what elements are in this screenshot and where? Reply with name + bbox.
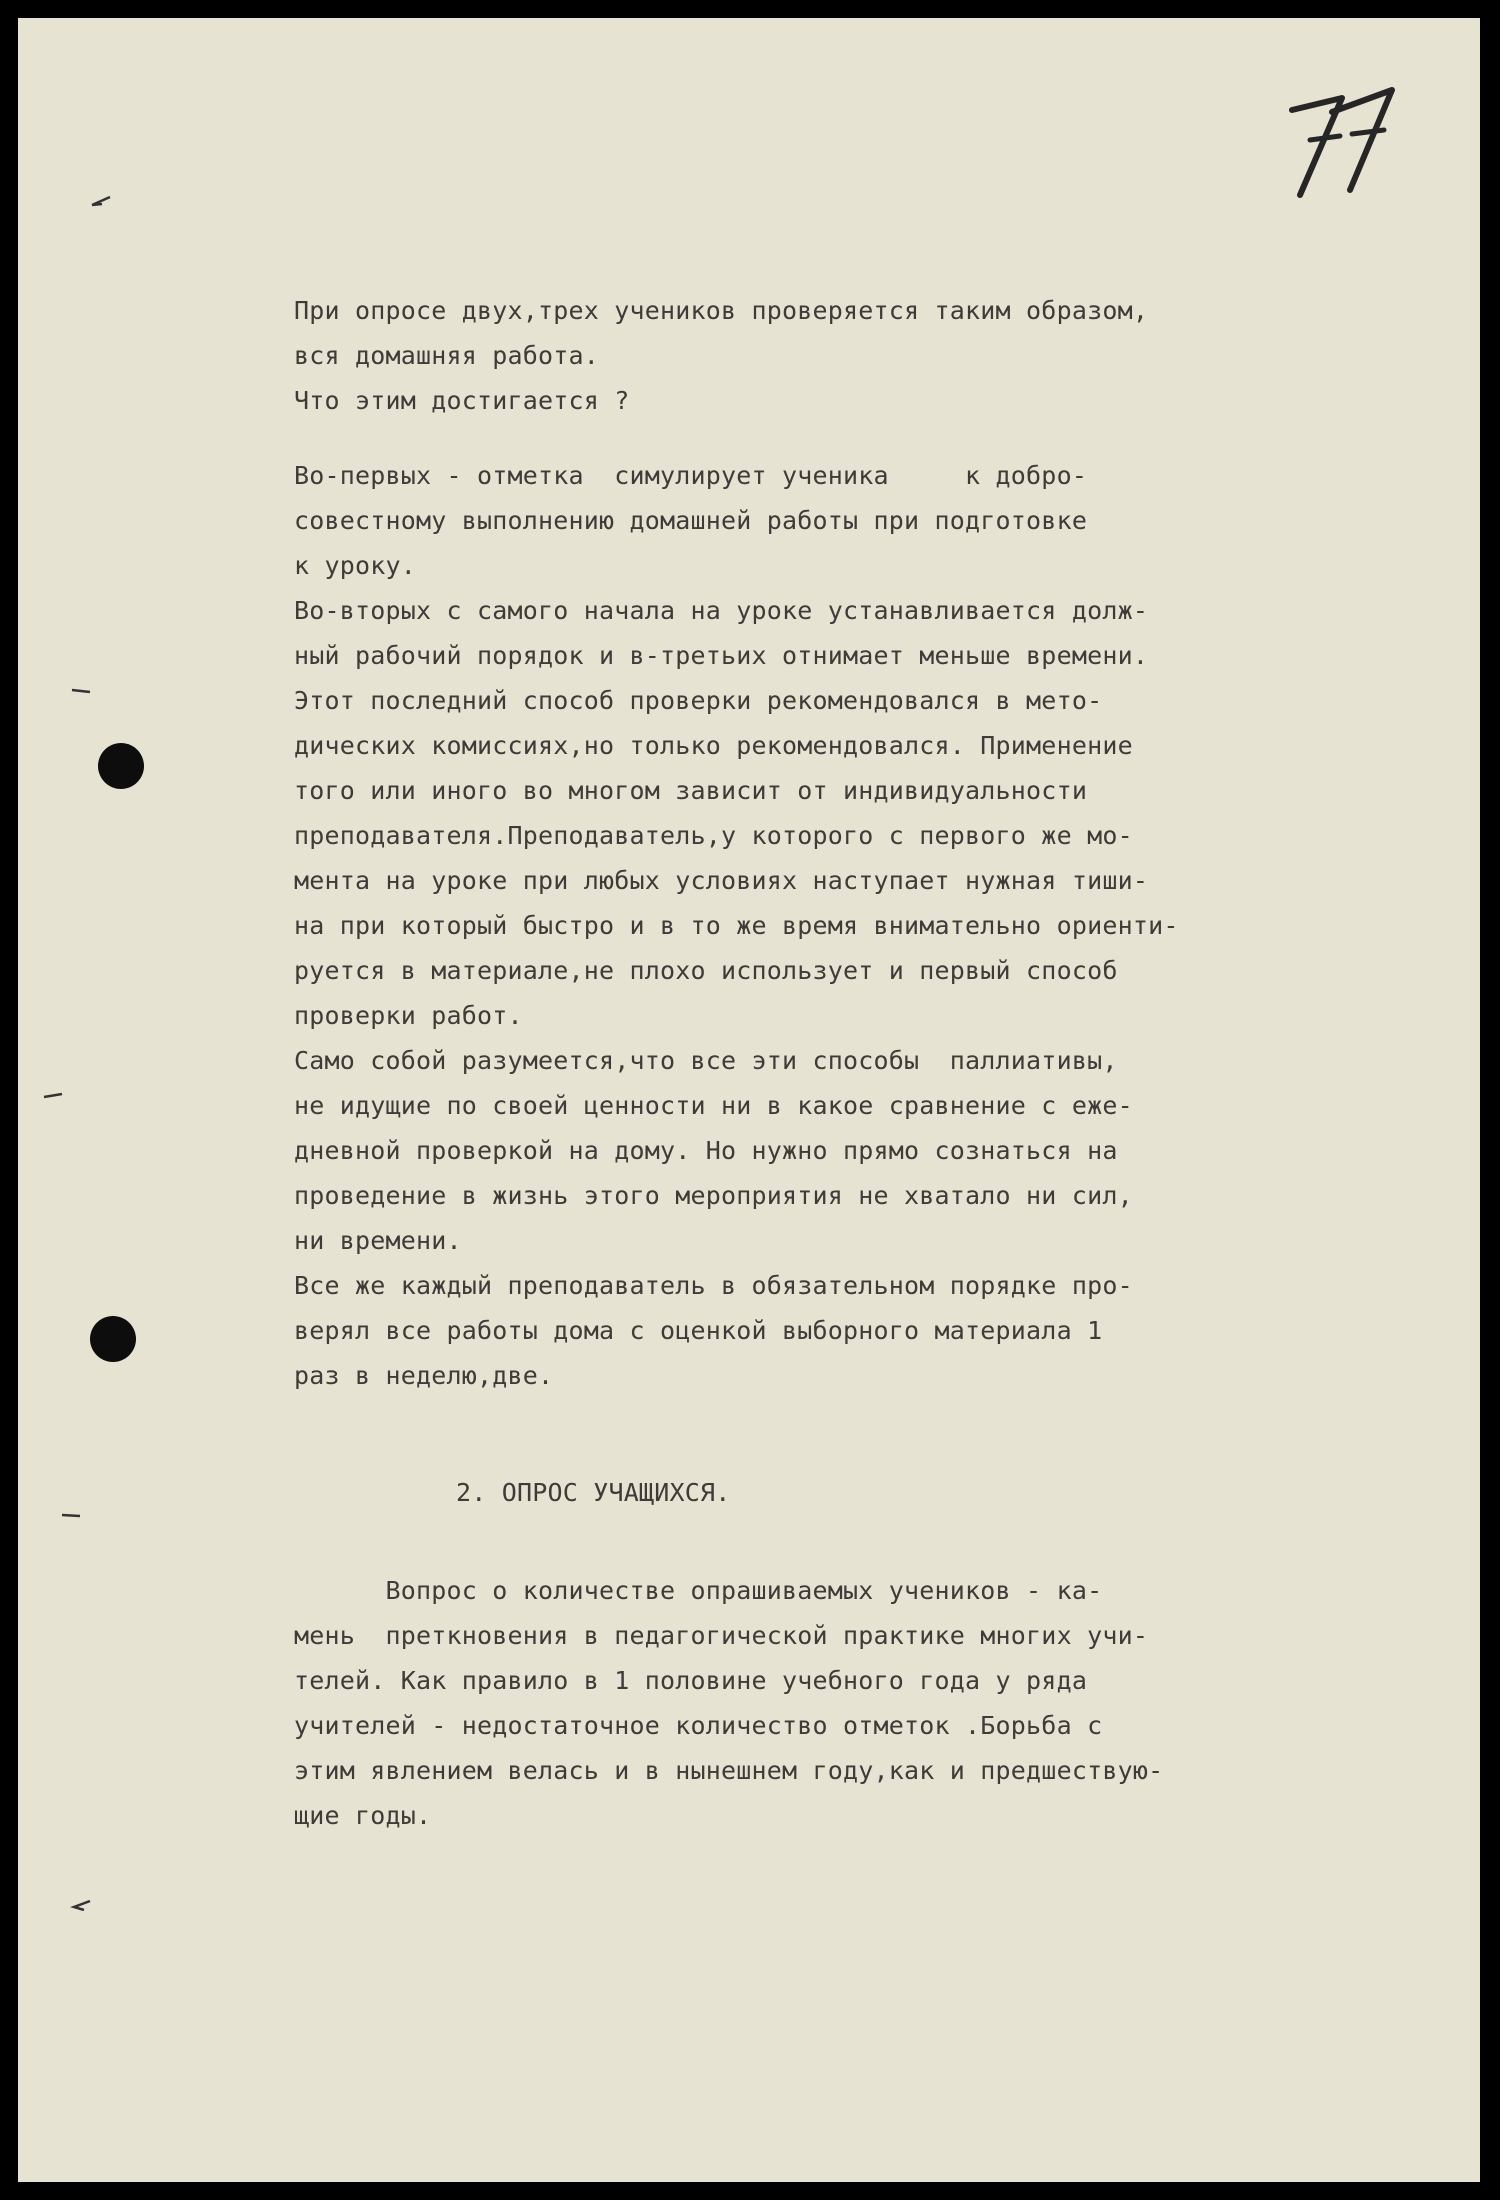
margin-tick-mark (70, 1898, 92, 1910)
text-line: Этот последний способ проверки рекомендовался в мето- (294, 686, 1103, 715)
text-line: к уроку. (294, 551, 417, 580)
text-line: того или иного во многом зависит от индивидуальности (294, 776, 1088, 805)
text-line: мента на уроке при любых условиях наступает нужная тиши- (294, 866, 1149, 895)
text-line: верял все работы дома с оценкой выборного материала 1 (294, 1316, 1103, 1345)
text-line: ни времени. (294, 1226, 462, 1255)
text-line: проведение в жизнь этого мероприятия не хватало ни сил, (294, 1181, 1133, 1210)
text-line: учителей - недостаточное количество отметок .Борьба с (294, 1711, 1103, 1740)
handwritten-page-number (1280, 70, 1410, 220)
text-line: телей. Как правило в 1 половине учебного года у ряда (294, 1666, 1088, 1695)
margin-tick-mark (90, 194, 112, 206)
text-line: дневной проверкой на дому. Но нужно прямо сознаться на (294, 1136, 1118, 1165)
section-heading: 2. ОПРОС УЧАЩИХСЯ. (456, 1478, 731, 1507)
document-page (18, 18, 1480, 2182)
text-line: дических комиссиях,но только рекомендовался. Применение (294, 731, 1133, 760)
text-line: совестному выполнению домашней работы при подготовке (294, 506, 1088, 535)
margin-tick-mark (60, 1508, 82, 1520)
text-line: Во-вторых с самого начала на уроке устанавливается долж- (294, 596, 1149, 625)
text-line: При опросе двух,трех учеников проверяется таким образом, (294, 296, 1149, 325)
text-line: щие годы. (294, 1801, 432, 1830)
page-number-text (1280, 70, 1281, 71)
text-line: руется в материале,не плохо использует и первый способ (294, 956, 1118, 985)
text-line: Во-первых - отметка симулирует ученика к добро- (294, 461, 1088, 490)
text-line: этим явлением велась и в нынешнем году,как и предшествую- (294, 1756, 1164, 1785)
margin-tick-mark (70, 683, 92, 695)
punch-hole-top (98, 743, 144, 789)
text-line: на при который быстро и в то же время внимательно ориенти- (294, 911, 1179, 940)
text-line: раз в неделю,две. (294, 1361, 554, 1390)
text-line: Что этим достигается ? (294, 386, 630, 415)
text-line: ный рабочий порядок и в-третьих отнимает меньше времени. (294, 641, 1149, 670)
text-line: мень преткновения в педагогической практике многих учи- (294, 1621, 1149, 1650)
text-line: преподавателя.Преподаватель,у которого с первого же мо- (294, 821, 1133, 850)
text-line: проверки работ. (294, 1001, 523, 1030)
text-line: вся домашняя работа. (294, 341, 600, 370)
text-line: Само собой разумеется,что все эти способы паллиативы, (294, 1046, 1118, 1075)
text-line: Вопрос о количестве опрашиваемых учеников - ка- (294, 1576, 1103, 1605)
punch-hole-bottom (90, 1316, 136, 1362)
margin-tick-mark (42, 1088, 64, 1100)
page-number-glyphs (1280, 70, 1410, 220)
text-line: Все же каждый преподаватель в обязательном порядке про- (294, 1271, 1133, 1300)
text-line: не идущие по своей ценности ни в какое сравнение с еже- (294, 1091, 1133, 1120)
